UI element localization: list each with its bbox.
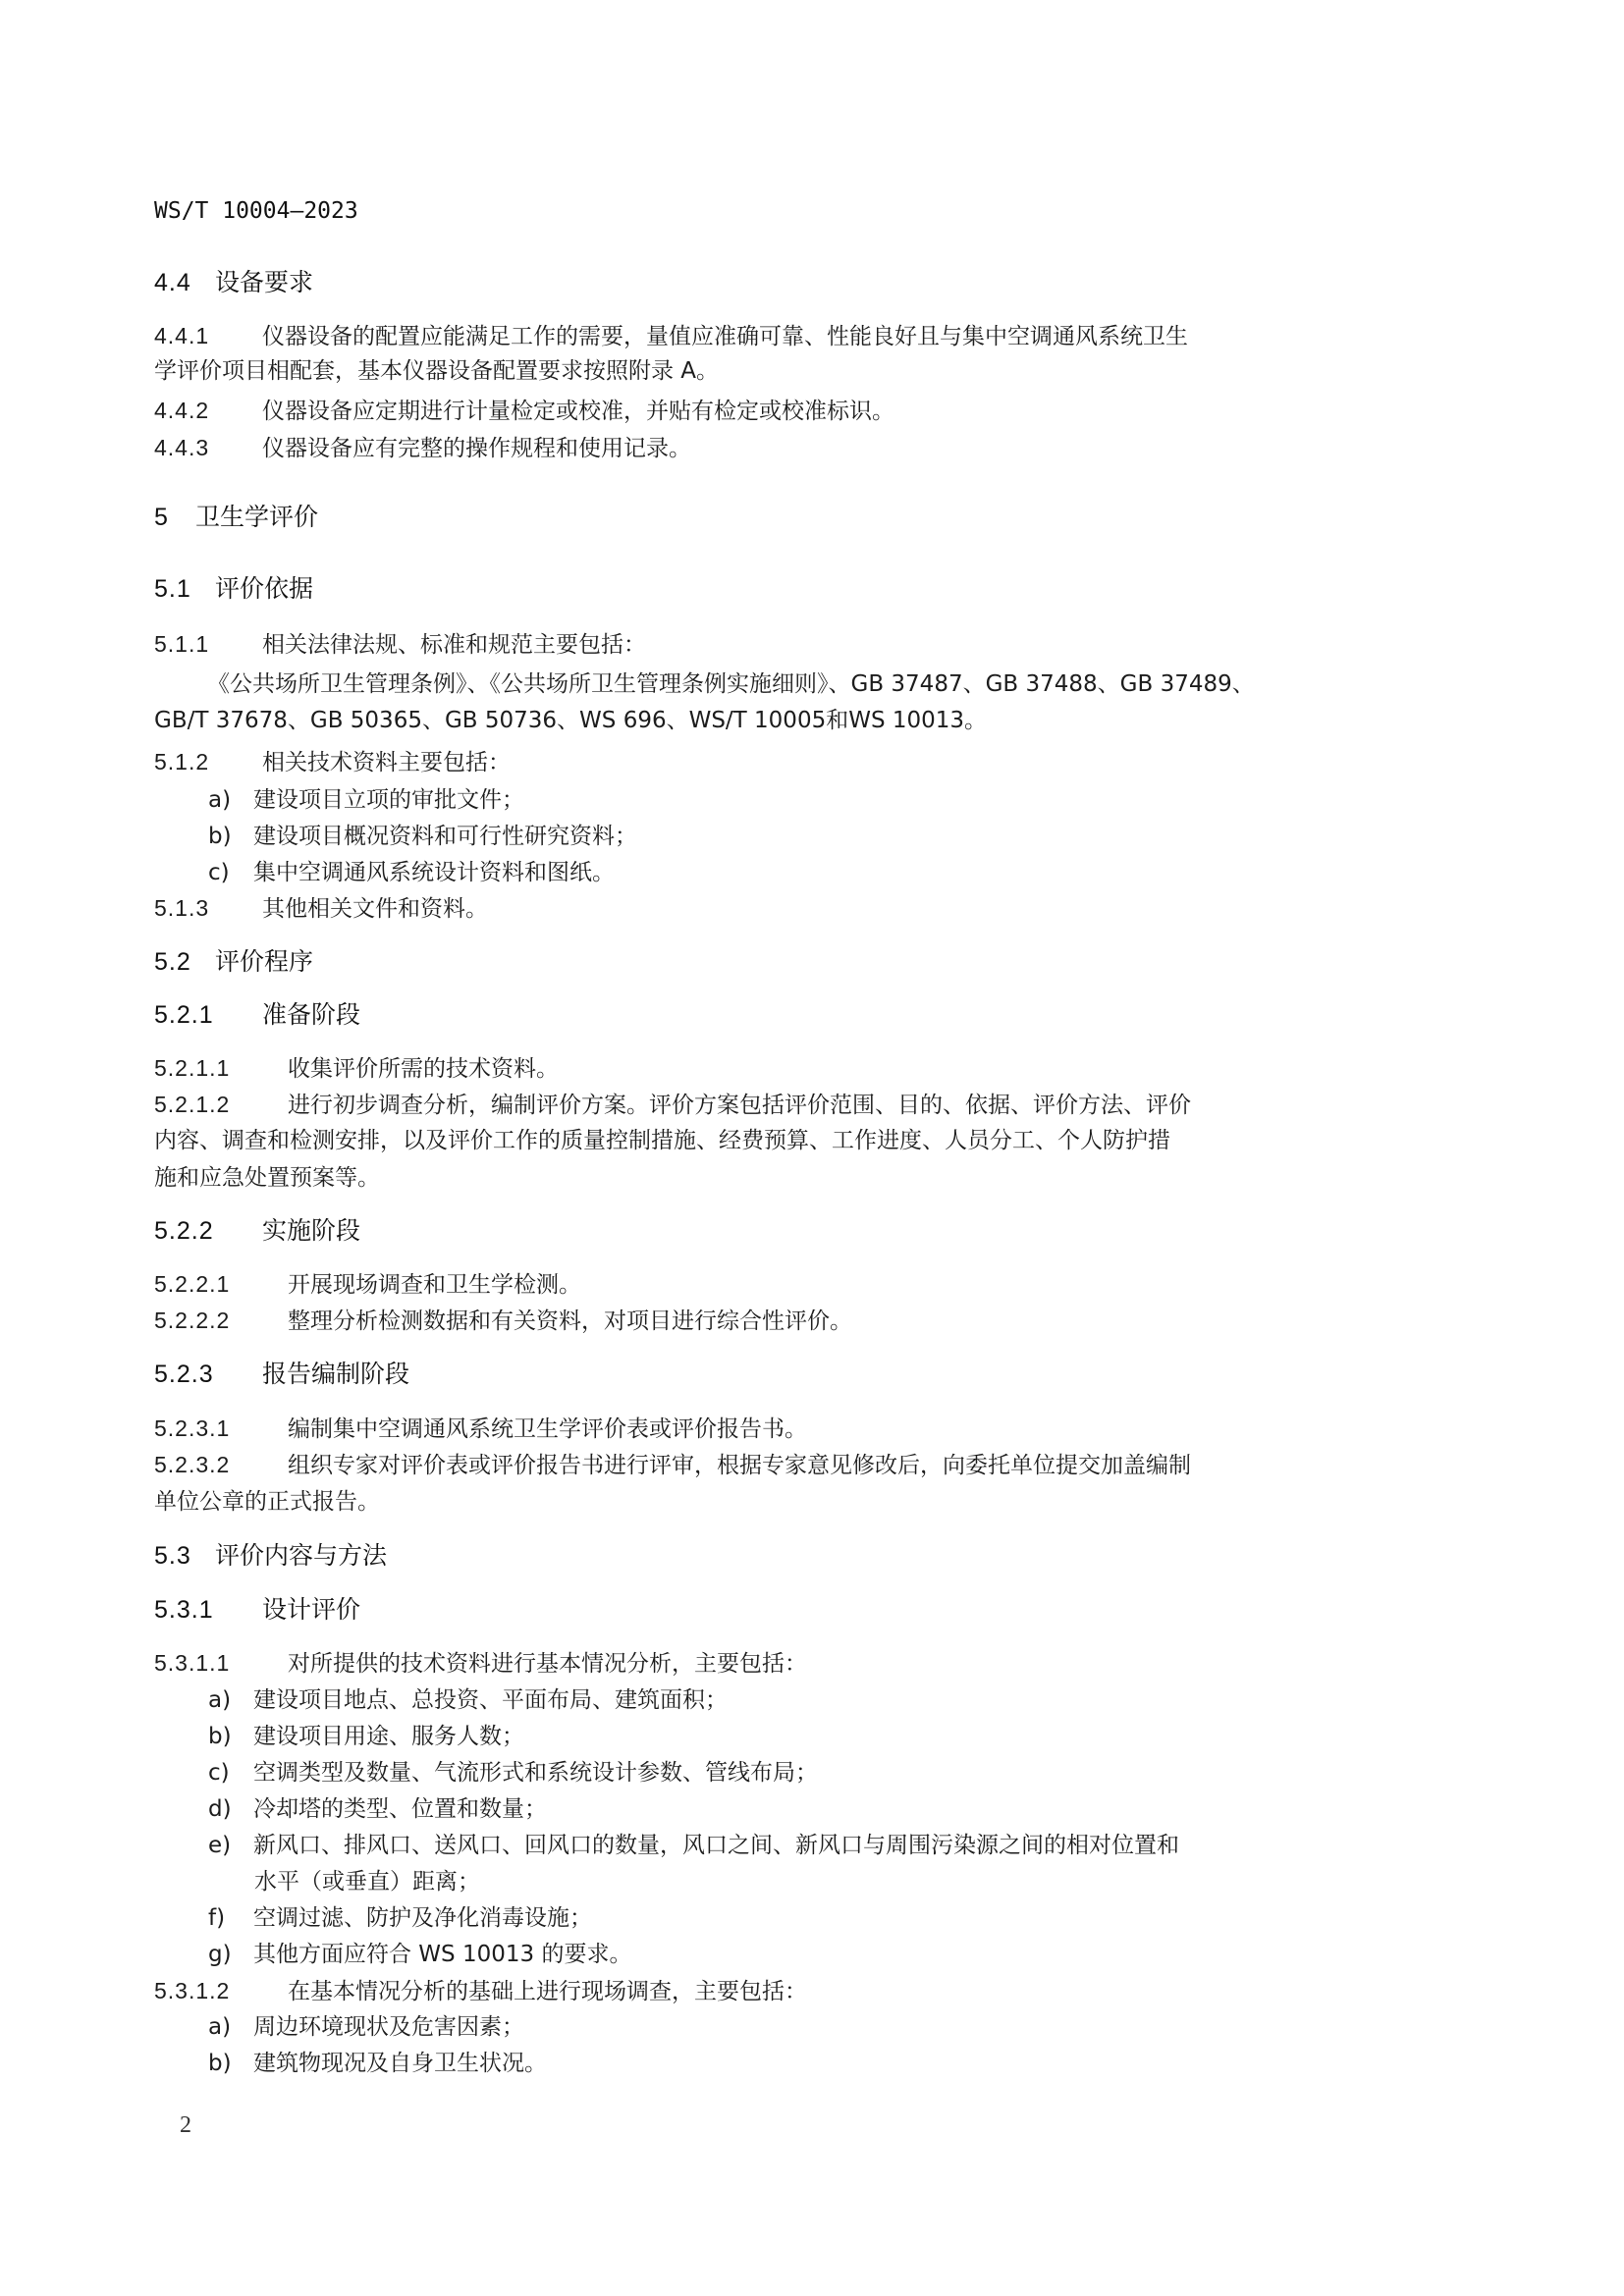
page-number: 2 <box>180 2112 191 2138</box>
list-item <box>208 1940 631 1969</box>
clause-text: 仪器设备应有完整的操作规程和使用记录。 <box>262 436 691 461</box>
heading-4-4 <box>154 268 313 297</box>
clause-4-4-2 <box>154 396 894 426</box>
section-number: 4.4 <box>154 269 191 296</box>
list-item-text: 其他方面应符合 WS 10013 的要求。 <box>253 1942 632 1967</box>
clause-number: 5.2.2.2 <box>154 1308 231 1333</box>
list-item <box>208 1722 524 1751</box>
list-item-label: a) <box>208 787 232 813</box>
section-title: 设计评价 <box>262 1595 361 1624</box>
clause-number: 5.2.1.1 <box>154 1055 231 1081</box>
list-item-label: b) <box>208 2051 232 2076</box>
list-item <box>208 785 524 815</box>
clause-number: 5.2.3.2 <box>154 1452 231 1477</box>
clause-text: 对所提供的技术资料进行基本情况分析，主要包括： <box>288 1651 807 1677</box>
clause-5-2-1-2-cont: 内容、调查和检测安排，以及评价工作的质量控制措施、经费预算、工作进度、人员分工、个人防护措 <box>154 1128 1170 1153</box>
section-title: 卫生学评价 <box>195 503 319 531</box>
clause-text: 开展现场调查和卫生学检测。 <box>288 1272 581 1298</box>
clause-number: 5.3.1.2 <box>154 1978 231 2003</box>
section-title: 设备要求 <box>215 268 314 296</box>
section-title: 评价内容与方法 <box>215 1541 388 1570</box>
section-title: 实施阶段 <box>262 1216 361 1245</box>
clause-text: 收集评价所需的技术资料。 <box>288 1056 559 1082</box>
list-item-text: 建设项目立项的审批文件； <box>253 787 524 813</box>
standard-code-header: WS/T 10004—2023 <box>154 198 358 224</box>
list-item-text: 建设项目概况资料和可行性研究资料； <box>253 824 637 849</box>
list-item-label: a) <box>208 2014 232 2040</box>
regulation-list-line-1: 《公共场所卫生管理条例》、《公共场所卫生管理条例实施细则》、GB 37487、GB 37488、GB 37489、 <box>207 671 1255 697</box>
list-item-text: 建设项目用途、服务人数； <box>253 1724 524 1749</box>
clause-text: 整理分析检测数据和有关资料，对项目进行综合性评价。 <box>288 1308 852 1334</box>
list-item <box>208 1758 818 1788</box>
list-item <box>208 1685 728 1715</box>
heading-5-1 <box>154 574 313 604</box>
clause-number: 5.1.3 <box>154 895 210 921</box>
list-item-text: 空调类型及数量、气流形式和系统设计参数、管线布局； <box>253 1760 818 1786</box>
clause-number: 5.2.1.2 <box>154 1092 231 1117</box>
clause-text: 在基本情况分析的基础上进行现场调查，主要包括： <box>288 1979 807 2004</box>
clause-text: 仪器设备应定期进行计量检定或校准，并贴有检定或校准标识。 <box>262 399 894 424</box>
list-item <box>208 2049 547 2078</box>
list-item-cont: 水平（或垂直）距离； <box>254 1869 480 1895</box>
heading-5-3 <box>154 1541 387 1571</box>
list-item <box>208 1794 547 1824</box>
clause-4-4-1 <box>154 321 1188 351</box>
list-item-label: a) <box>208 1687 232 1713</box>
clause-text: 相关法律法规、标准和规范主要包括： <box>262 632 646 658</box>
clause-5-2-1-1 <box>154 1053 559 1084</box>
section-title: 报告编制阶段 <box>262 1360 410 1388</box>
list-item-label: c) <box>208 860 230 885</box>
list-item-text: 建筑物现况及自身卫生状况。 <box>253 2051 547 2076</box>
list-item-text: 空调过滤、防护及净化消毒设施； <box>253 1905 592 1931</box>
clause-4-4-1-cont: 学评价项目相配套，基本仪器设备配置要求按照附录 A。 <box>154 358 720 384</box>
clause-5-1-3 <box>154 893 488 924</box>
list-item-text: 集中空调通风系统设计资料和图纸。 <box>253 860 615 885</box>
clause-5-3-1-2 <box>154 1976 807 2006</box>
list-item-label: f) <box>208 1905 226 1931</box>
clause-5-2-3-2 <box>154 1450 1191 1480</box>
clause-number: 5.2.2.1 <box>154 1271 231 1297</box>
list-item <box>208 2012 524 2042</box>
clause-5-2-3-1 <box>154 1414 807 1444</box>
list-item-text: 新风口、排风口、送风口、回风口的数量，风口之间、新风口与周围污染源之间的相对位置和 <box>253 1833 1179 1858</box>
heading-5-2 <box>154 947 313 977</box>
list-item-text: 周边环境现状及危害因素； <box>253 2014 524 2040</box>
list-item-label: d) <box>208 1796 232 1822</box>
section-number: 5 <box>154 504 169 531</box>
clause-4-4-3 <box>154 433 691 463</box>
section-title: 准备阶段 <box>262 1000 361 1029</box>
list-item-text: 冷却塔的类型、位置和数量； <box>253 1796 547 1822</box>
section-number: 5.1 <box>154 575 191 603</box>
clause-number: 4.4.1 <box>154 323 210 348</box>
clause-number: 4.4.2 <box>154 398 210 423</box>
section-title: 评价程序 <box>215 947 314 976</box>
list-item-label: b) <box>208 1724 232 1749</box>
section-number: 5.2.3 <box>154 1361 214 1388</box>
clause-5-3-1-1 <box>154 1648 807 1679</box>
list-item <box>208 1831 1179 1860</box>
section-number: 5.2.2 <box>154 1217 214 1245</box>
clause-number: 5.1.1 <box>154 631 210 657</box>
list-item-text: 建设项目地点、总投资、平面布局、建筑面积； <box>253 1687 728 1713</box>
clause-number: 4.4.3 <box>154 435 210 460</box>
regulation-list-line-2: GB/T 37678、GB 50365、GB 50736、WS 696、WS/T 10005和WS 10013。 <box>154 708 988 733</box>
clause-5-1-2 <box>154 747 511 777</box>
section-title: 评价依据 <box>215 574 314 603</box>
list-item-label: e) <box>208 1833 232 1858</box>
section-number: 5.3.1 <box>154 1596 214 1624</box>
section-number: 5.2.1 <box>154 1001 214 1029</box>
section-number: 5.2 <box>154 948 191 976</box>
clause-number: 5.1.2 <box>154 749 210 774</box>
clause-text: 相关技术资料主要包括： <box>262 750 511 775</box>
section-number: 5.3 <box>154 1542 191 1570</box>
clause-number: 5.2.3.1 <box>154 1415 231 1441</box>
clause-number: 5.3.1.1 <box>154 1650 231 1676</box>
heading-5 <box>154 503 318 532</box>
clause-text: 仪器设备的配置应能满足工作的需要，量值应准确可靠、性能良好且与集中空调通风系统卫生 <box>262 324 1188 349</box>
clause-5-2-1-2 <box>154 1090 1191 1120</box>
list-item <box>208 822 637 851</box>
clause-5-2-1-2-cont: 施和应急处置预案等。 <box>154 1165 380 1191</box>
clause-5-1-1 <box>154 629 646 660</box>
clause-5-2-2-1 <box>154 1269 581 1300</box>
list-item <box>208 1903 592 1933</box>
list-item-label: g) <box>208 1942 232 1967</box>
list-item-label: c) <box>208 1760 230 1786</box>
clause-5-2-2-2 <box>154 1306 852 1336</box>
clause-text: 编制集中空调通风系统卫生学评价表或评价报告书。 <box>288 1416 807 1442</box>
list-item-label: b) <box>208 824 232 849</box>
clause-text: 进行初步调查分析，编制评价方案。评价方案包括评价范围、目的、依据、评价方法、评价 <box>288 1093 1191 1118</box>
heading-5-2-1 <box>154 1000 360 1030</box>
clause-text: 组织专家对评价表或评价报告书进行评审，根据专家意见修改后，向委托单位提交加盖编制 <box>288 1453 1191 1478</box>
heading-5-2-2 <box>154 1216 360 1246</box>
clause-text: 其他相关文件和资料。 <box>262 896 488 922</box>
heading-5-2-3 <box>154 1360 409 1389</box>
heading-5-3-1 <box>154 1595 360 1625</box>
list-item <box>208 858 615 887</box>
clause-5-2-3-2-cont: 单位公章的正式报告。 <box>154 1489 380 1515</box>
